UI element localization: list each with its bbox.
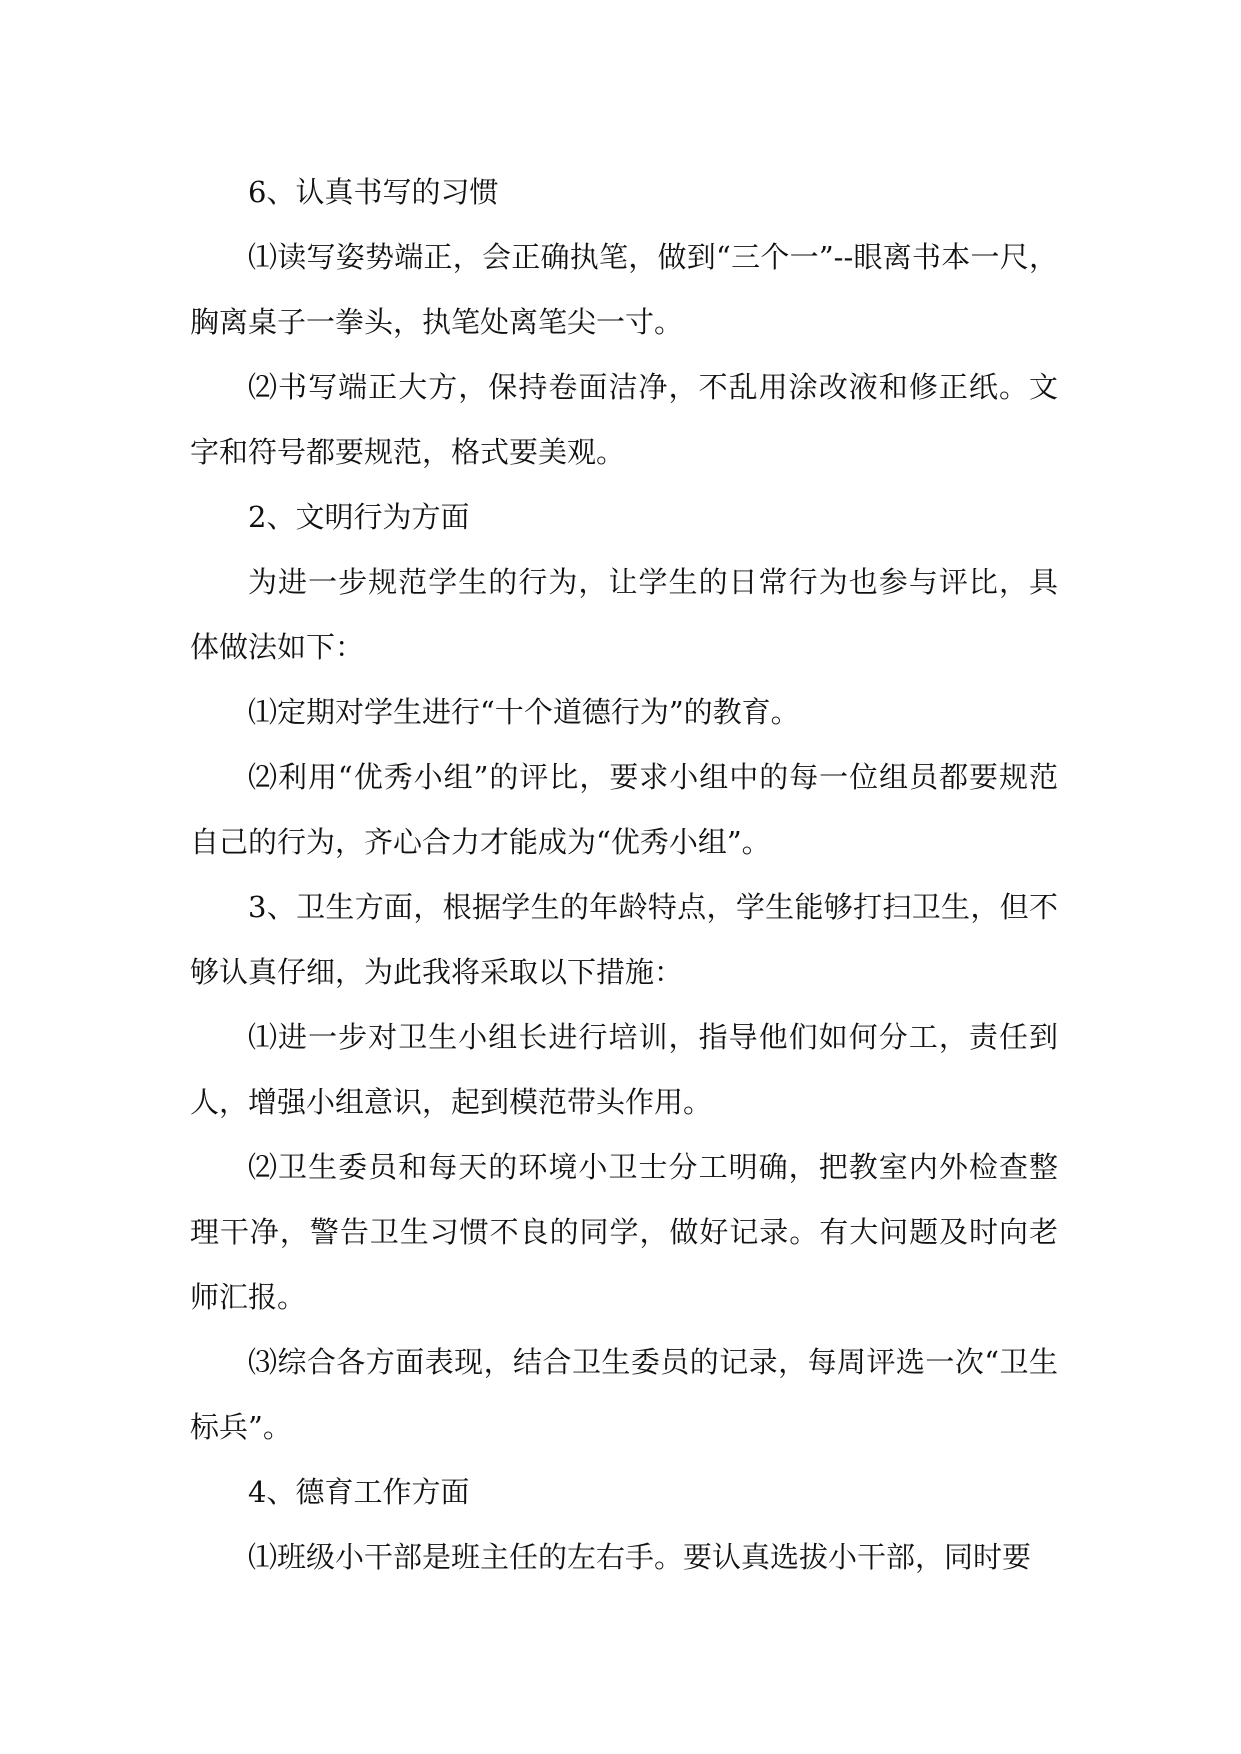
paragraph-writing-posture: ⑴读写姿势端正，会正确执笔，做到“三个一”--眼离书本一尺，胸离桌子一拳头，执笔处离笔尖一寸。 [190, 240, 1058, 339]
paragraph-hygiene-leader-training: ⑴进一步对卫生小组长进行培训，指导他们如何分工，责任到人，增强小组意识，起到模范带头作用。 [190, 1020, 1058, 1119]
section-heading-writing-habit: 6、认真书写的习惯 [248, 175, 499, 209]
document-body [190, 160, 1058, 1590]
section-heading-hygiene: 3、卫生方面，根据学生的年龄特点，学生能够打扫卫生，但不够认真仔细，为此我将采取以下措施： [190, 890, 1058, 989]
paragraph-class-cadres: ⑴班级小干部是班主任的左右手。要认真选拔小干部，同时要 [248, 1540, 1032, 1574]
paragraph-excellent-group: ⑵利用“优秀小组”的评比，要求小组中的每一位组员都要规范自己的行为，齐心合力才能成为“优秀小组”。 [190, 760, 1058, 859]
paragraph-writing-neatness: ⑵书写端正大方，保持卷面洁净，不乱用涂改液和修正纸。文字和符号都要规范，格式要美观。 [190, 370, 1058, 469]
paragraph-moral-education: ⑴定期对学生进行“十个道德行为”的教育。 [248, 695, 800, 729]
section-heading-moral-work: 4、德育工作方面 [248, 1475, 470, 1509]
paragraph-hygiene-award: ⑶综合各方面表现，结合卫生委员的记录，每周评选一次“卫生标兵”。 [190, 1345, 1058, 1444]
paragraph-hygiene-committee: ⑵卫生委员和每天的环境小卫士分工明确，把教室内外检查整理干净，警告卫生习惯不良的同学，做好记录。有大问题及时向老师汇报。 [190, 1150, 1058, 1314]
paragraph-behavior-intro: 为进一步规范学生的行为，让学生的日常行为也参与评比，具体做法如下： [190, 565, 1058, 664]
section-heading-civil-behavior: 2、文明行为方面 [248, 500, 470, 534]
